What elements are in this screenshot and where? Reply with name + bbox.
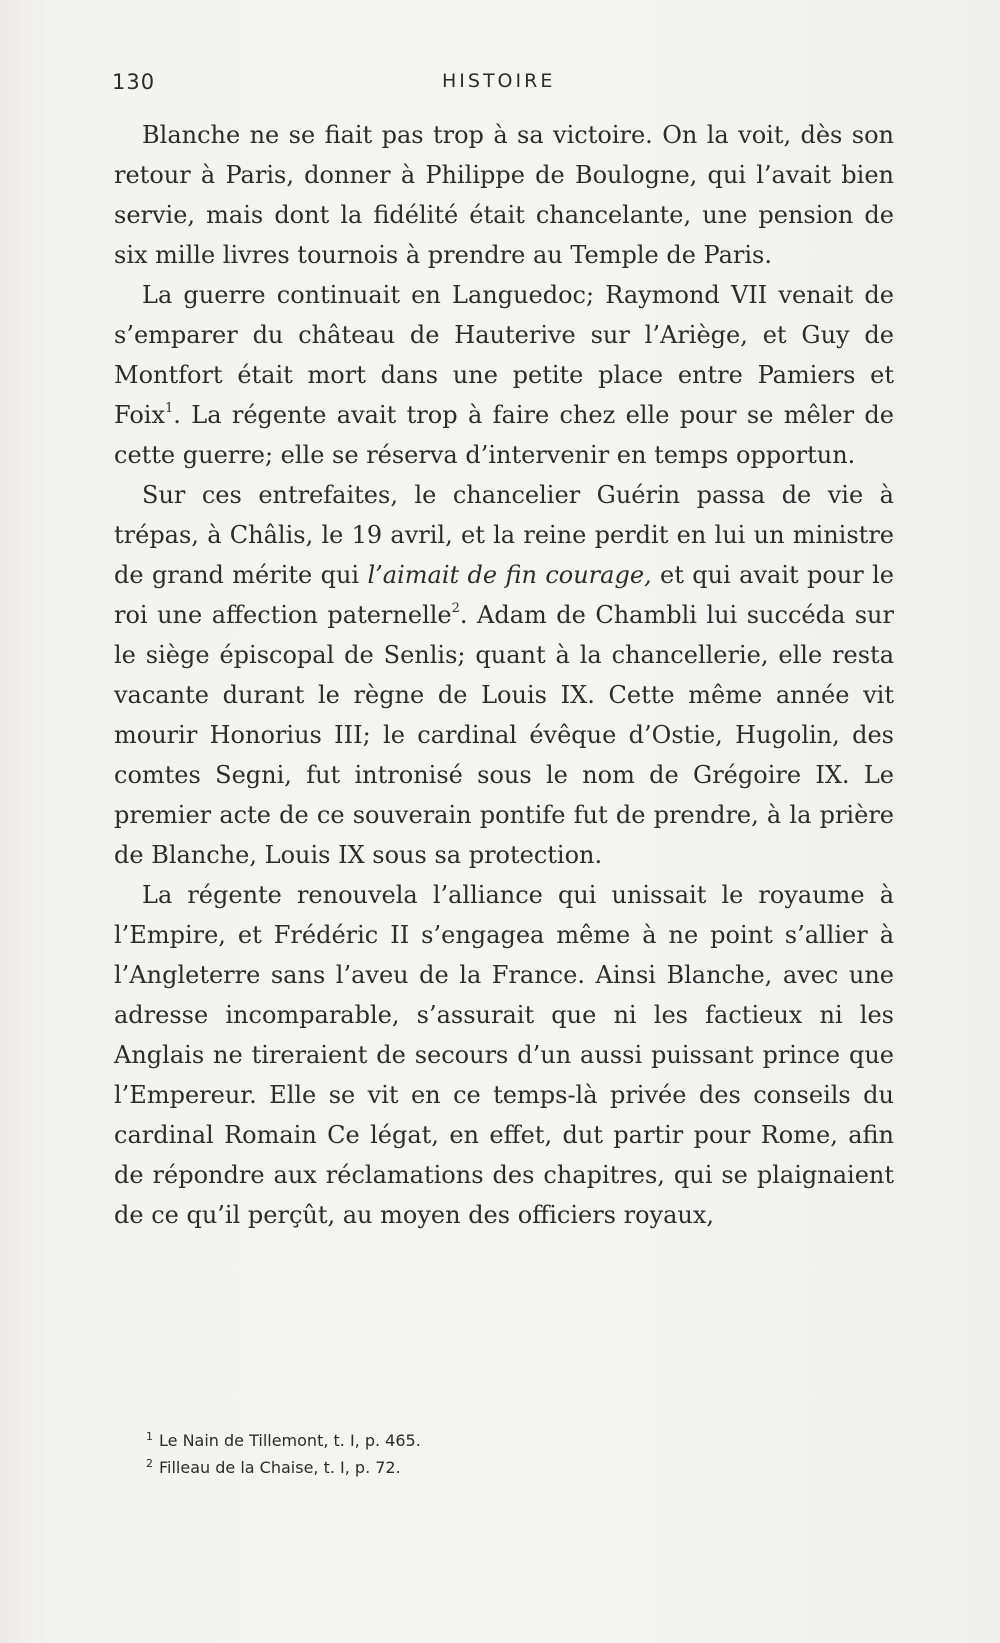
footnote-text: Le Nain de Tillemont, t. I, p. 465. [159, 1431, 421, 1450]
paragraph-text: . La régente avait trop à faire chez elle pour se mêler de cette guerre; elle se réserva d’intervenir en temps opportun. [114, 401, 894, 469]
footnote-reference: 2 [451, 601, 460, 616]
paragraph-text: Blanche ne se fiait pas trop à sa victoire. On la voit, dès son retour à Paris, donner à Philippe de Boulogne, qui l’avait bien servie, mais dont la fidélité était chancelante, une pension de six mille livres tournois à prendre au Temple de Paris. [114, 121, 894, 269]
footnote-mark: 1 [146, 1430, 153, 1443]
paragraph-text: Sur ces entrefaites, le chancelier Guérin passa de vie à trépas, à Châlis, le 19 avril, et la reine perdit en lui un ministre de grand mérite qui [114, 481, 894, 589]
footnote [146, 1427, 846, 1454]
italic-quote: l’aimait de fin courage, [367, 561, 652, 589]
paragraph-text: . Adam de Chambli lui succéda sur le siège épiscopal de Senlis; quant à la chancellerie, elle resta vacante durant le règne de Louis IX. Cette même année vit mourir Honorius III; le cardinal évêque d’Ostie, Hugolin, des comtes Segni, fut intronisé sous le nom de Grégoire IX. Le premier acte de ce souverain pontife fut de prendre, à la prière de Blanche, Louis IX sous sa protection. [114, 601, 894, 869]
page-number: 130 [112, 70, 156, 94]
footnote-text: Filleau de la Chaise, t. I, p. 72. [159, 1458, 401, 1477]
paragraph [114, 275, 894, 475]
body-text [114, 115, 894, 1235]
footnote [146, 1454, 846, 1481]
footnote-mark: 2 [146, 1457, 153, 1470]
paragraph [114, 475, 894, 875]
paragraph [114, 875, 894, 1235]
paragraph-text: La guerre continuait en Languedoc; Raymond VII venait de s’emparer du château de Hauterive sur l’Ariège, et Guy de Montfort était mort dans une petite place entre Pamiers et Foix [114, 281, 894, 429]
paragraph-text: et qui avait pour le roi une affection paternelle [114, 561, 895, 629]
running-title: HISTOIRE [442, 70, 556, 92]
paragraph [114, 115, 894, 275]
footnotes [146, 1427, 846, 1481]
running-head [112, 70, 892, 100]
footnote-reference: 1 [165, 401, 174, 416]
paragraph-text: La régente renouvela l’alliance qui unissait le royaume à l’Empire, et Frédéric II s’engagea même à ne point s’allier à l’Angleterre sans l’aveu de la France. Ainsi Blanche, avec une adresse incomparable, s’assurait que ni les factieux ni les Anglais ne tireraient de secours d’un aussi puissant prince que l’Empereur. Elle se vit en ce temps-là privée des conseils du cardinal Romain Ce légat, en effet, dut partir pour Rome, afin de répondre aux réclamations des chapitres, qui se plaignaient de ce qu’il perçût, au moyen des officiers royaux, [114, 881, 894, 1229]
